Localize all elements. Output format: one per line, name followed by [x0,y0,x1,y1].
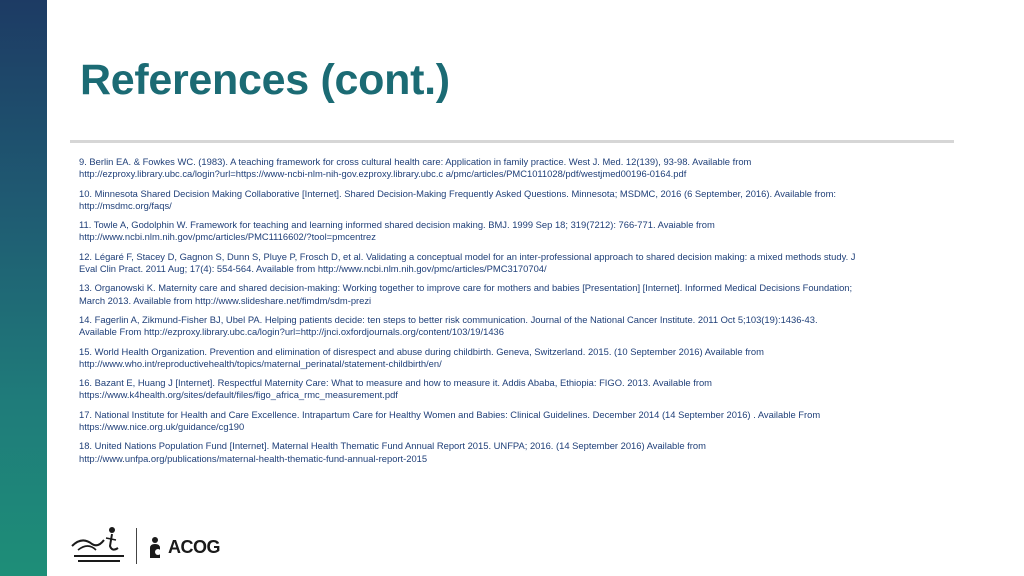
reference-line: 9. Berlin EA. & Fowkes WC. (1983). A teaching framework for cross cultural health care: Application in family practice. West J. Med. 12(139), 93-98. Available from [79,156,752,167]
reference-item [79,314,969,339]
reference-line: 18. United Nations Population Fund [Internet]. Maternal Health Thematic Fund Annual Report 2015. UNFPA; 2016. (14 September 2016) Available from [79,440,706,452]
reference-line: http://www.unfpa.org/publications/maternal-health-thematic-fund-annual-report-2015 [79,452,428,464]
reference-line: https://www.nice.org.uk/guidance/cg190 [79,421,245,433]
reference-line: 11. Towle A, Godolphin W. Framework for teaching and learning informed shared decision making. BMJ. 1999 Sep 18; 319(7212): 766-771. Avaiable from [79,219,715,231]
reference-item [79,409,969,434]
acog-figure-icon [146,536,166,558]
footer-logos [66,522,226,568]
reference-line: 14. Fagerlin A, Zikmund-Fisher BJ, Ubel PA. Helping patients decide: ten steps to better risk communication. Journal of the National Cancer Institute. 2011 Oct 5;103(19):1436-43. [79,313,818,325]
logo-separator [136,528,137,564]
reference-line: 17. National Institute for Health and Care Excellence. Intrapartum Care for Healthy Women and Babies: Clinical Guidelines. December 2014 (14 September 2016) . Available From [79,408,821,420]
reference-line: March 2013. Available from http://www.slideshare.net/fimdm/sdm-prezi [79,294,372,306]
reference-item [79,377,969,402]
reference-item [79,219,969,244]
title-divider [70,140,954,143]
reference-item [79,346,969,371]
acog-wordmark: ACOG [168,537,220,557]
reference-line: Eval Clin Pract. 2011 Aug; 17(4): 554-564. Available from http://www.ncbi.nlm.nih.gov/pmc/articles/PMC3170704/ [79,263,547,275]
reference-line: http://www.who.int/reproductivehealth/topics/maternal_perinatal/statement-childbirth/en/ [79,357,442,369]
reference-list [79,156,969,472]
reference-item [79,156,969,181]
side-color-band [0,0,47,576]
reference-line: https://www.k4health.org/sites/default/files/figo_africa_rmc_measurement.pdf [79,389,398,401]
reference-line: Available From http://ezproxy.library.ubc.ca/login?url=http://jnci.oxfordjournals.org/content/103/19/1436 [79,326,504,338]
reference-line: 12. Légaré F, Stacey D, Gagnon S, Dunn S, Pluye P, Frosch D, et al. Validating a conceptual model for an inter-professional approach to shared decision making: a mixed methods study. J [79,250,856,262]
reference-item [79,440,969,465]
acnm-logo [68,524,130,566]
reference-line: 10. Minnesota Shared Decision Making Collaborative [Internet]. Shared Decision-Making Frequently Asked Questions. Minnesota; MSDMC, 2016 (6 September, 2016). Available from: [79,187,836,199]
page-title: References (cont.) [80,56,450,104]
reference-line: http://ezproxy.library.ubc.ca/login?url=https://www-ncbi-nlm-nih-gov.ezproxy.library.ubc.c a/pmc/articles/PMC1011028/pdf/westjmed00196-0164.pdf [79,168,687,180]
reference-item [79,282,969,307]
reference-line: 13. Organowski K. Maternity care and shared decision-making: Working together to improve care for mothers and babies [Presentation] [Internet]. Informed Medical Decisions Foundation; [79,282,853,294]
reference-item [79,251,969,276]
reference-item [79,188,969,213]
reference-line: http://www.ncbi.nlm.nih.gov/pmc/articles/PMC1116602/?tool=pmcentrez [79,231,376,243]
reference-line: http://msdmc.org/faqs/ [79,199,172,211]
reference-line: 16. Bazant E, Huang J [Internet]. Respectful Maternity Care: What to measure and how to measure it. Addis Ababa, Ethiopia: FIGO. 2013. Available from [79,377,712,389]
reference-line: 15. World Health Organization. Prevention and elimination of disrespect and abuse during childbirth. Geneva, Switzerland. 2015. (10 September 2016) Available from [79,345,764,357]
